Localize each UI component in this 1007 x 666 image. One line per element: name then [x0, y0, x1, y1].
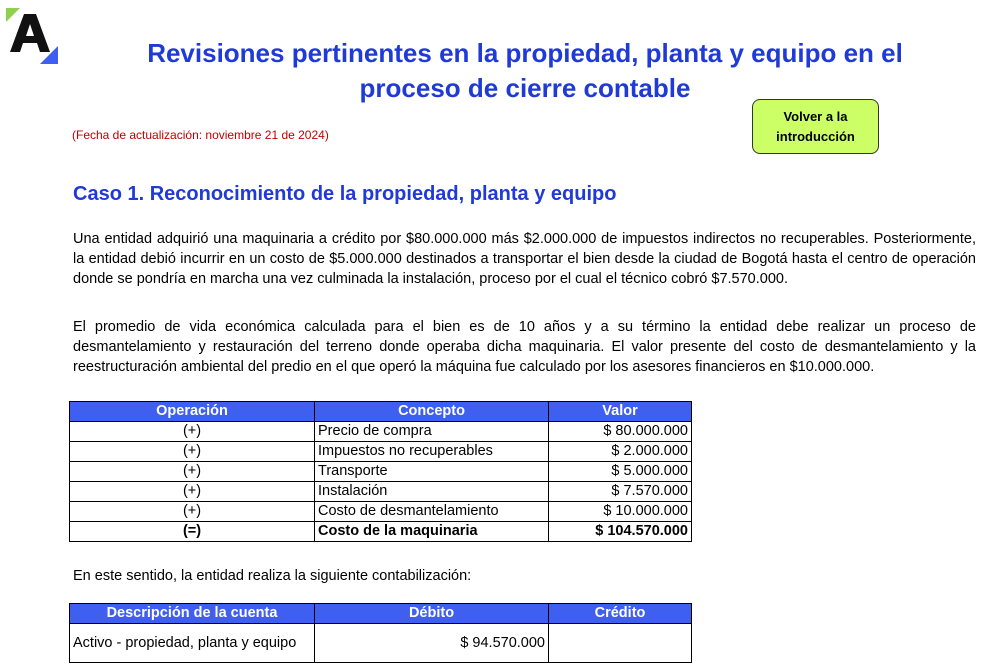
- concept-cell: Impuestos no recuperables: [315, 442, 549, 462]
- concept-cell: Instalación: [315, 482, 549, 502]
- value-cell: $ 7.570.000: [549, 482, 692, 502]
- page-title: Revisiones pertinentes en la propiedad, planta y equipo en el proceso de cierre contable: [147, 38, 903, 103]
- table-row: [70, 482, 692, 502]
- operation-cell: (+): [70, 462, 315, 482]
- cost-table: [69, 401, 692, 542]
- header-debito: Débito: [315, 604, 549, 624]
- operation-cell: (+): [70, 482, 315, 502]
- update-date: (Fecha de actualización: noviembre 21 de 2024): [72, 128, 329, 142]
- back-to-introduction-button[interactable]: Volver a la introducción: [752, 99, 879, 154]
- case-title: Caso 1. Reconocimiento de la propiedad, planta y equipo: [73, 183, 617, 205]
- total-row: [70, 522, 692, 542]
- value-cell: $ 2.000.000: [549, 442, 692, 462]
- value-cell: $ 80.000.000: [549, 422, 692, 442]
- concept-cell: Precio de compra: [315, 422, 549, 442]
- value-cell: $ 5.000.000: [549, 462, 692, 482]
- total-value-cell: $ 104.570.000: [549, 522, 692, 542]
- total-concept-cell: Costo de la maquinaria: [315, 522, 549, 542]
- header-credito: Crédito: [549, 604, 692, 624]
- table-header-row: [70, 402, 692, 422]
- table-header-row: [70, 604, 692, 624]
- table-row: [70, 422, 692, 442]
- operation-cell: (+): [70, 442, 315, 462]
- header-descripcion: Descripción de la cuenta: [70, 604, 315, 624]
- total-operation-cell: (=): [70, 522, 315, 542]
- table-row: [70, 442, 692, 462]
- case-paragraph-3: En este sentido, la entidad realiza la siguiente contabilización:: [73, 568, 472, 584]
- credit-cell: [549, 624, 692, 663]
- operation-cell: (+): [70, 422, 315, 442]
- account-description-cell: Activo - propiedad, planta y equipo: [70, 624, 315, 663]
- concept-cell: Costo de desmantelamiento: [315, 502, 549, 522]
- debit-cell: $ 94.570.000: [315, 624, 549, 663]
- header-valor: Valor: [549, 402, 692, 422]
- table-row: [70, 624, 692, 663]
- header-concepto: Concepto: [315, 402, 549, 422]
- logo-icon: [6, 8, 60, 64]
- operation-cell: (+): [70, 502, 315, 522]
- concept-cell: Transporte: [315, 462, 549, 482]
- table-row: [70, 462, 692, 482]
- table-row: [70, 502, 692, 522]
- entry-table: [69, 603, 692, 663]
- case-paragraph-2: El promedio de vida económica calculada para el bien es de 10 años y a su término la entidad debe realizar un proceso de desmantelamiento y restauración del terreno donde operaba dicha maquinaria. El valor presente del costo de desmantelamiento y la reestructuración ambiental del predio en el que operó la máquina fue calculado por los asesores financieros en $10.000.000.: [73, 319, 976, 375]
- case-paragraph-1: Una entidad adquirió una maquinaria a crédito por $80.000.000 más $2.000.000 de impuestos indirectos no recuperables. Posteriormente, la entidad debió incurrir en un costo de $5.000.000 destinados a transportar el bien desde la ciudad de Bogotá hasta el centro de operación donde se pondría en marcha una vez culminada la instalación, proceso por el cual el técnico cobró $7.570.000.: [73, 231, 976, 287]
- header-operacion: Operación: [70, 402, 315, 422]
- value-cell: $ 10.000.000: [549, 502, 692, 522]
